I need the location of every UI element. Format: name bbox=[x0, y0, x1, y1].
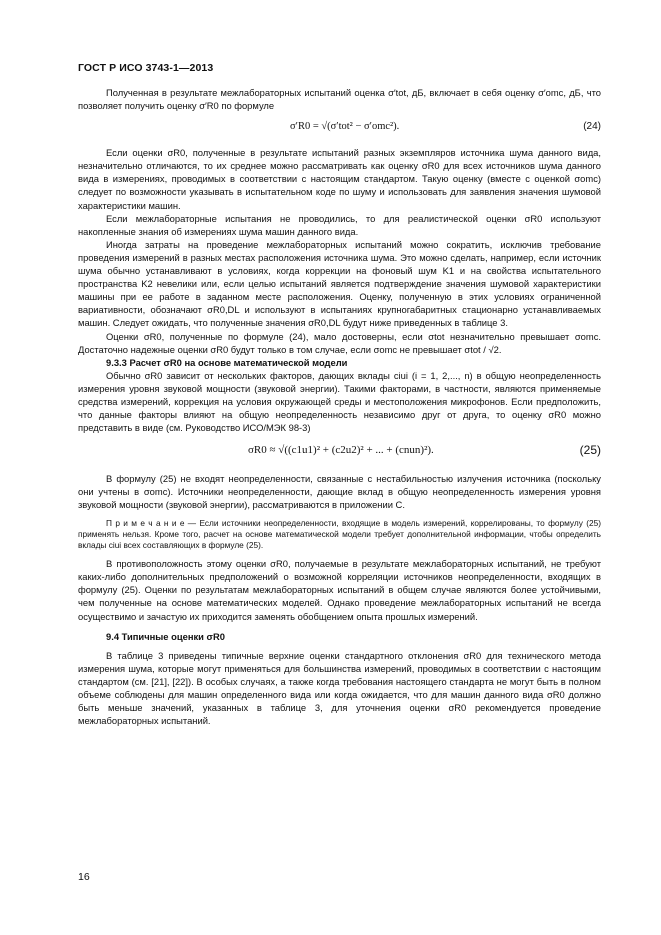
formula-24-expression: σ′R0 = √(σ′tot² − σ′omc²). bbox=[290, 121, 400, 133]
section-heading-9-4: 9.4 Типичные оценки σR0 bbox=[106, 630, 225, 642]
formula-24-number: (24) bbox=[583, 121, 601, 133]
paragraph: В формулу (25) не входят неопределенности, связанные с нестабильностью излучения источника (поскольку они учтены в σomc). Источники неопределенности, дающие вклад в общую неопределенность измерения уровня звуковой мощности (звуковой энергии), рассматриваются в приложении С. bbox=[78, 473, 601, 511]
paragraph: Если межлабораторные испытания не проводились, то для реалистической оценки σR0 используют накопленные знания об измерениях шума машин данного вида. bbox=[78, 212, 601, 237]
paragraph: В противоположность этому оценки σR0, получаемые в результате межлабораторных испытаний, не требуют каких-либо дополнительных предположений о возможной корреляции источников неопределенности, входящих в формулу (25). Оценки по результатам межлабораторных испытаний в общем случае являются более устойчивыми, чем полученные на основе математических моделей. Однако проведение межлабораторных испытаний не всегда осуществимо и зачастую их приходится заменять обобщением опыта прошлых измерений. bbox=[78, 558, 601, 622]
note bbox=[78, 518, 601, 552]
paragraph: Обычно σR0 зависит от нескольких факторов, дающих вклады ciui (i = 1, 2,..., n) в общую неопределенность измерения уровня звуковой мощности (звуковой энергии). Такими факторами, в частности, являются применяемые средства измерений, коррекция на условия окружающей среды и местоположения микрофонов. Если предположить, что данные факторы влияют на общую неопределенность независимо друг от друга, то оценку σR0 можно представить в виде (см. Руководство ИСО/МЭК 98-3) bbox=[78, 369, 601, 434]
formula-25-expression: σR0 ≈ √((c1u1)² + (c2u2)² + ... + (cnun)²). bbox=[248, 444, 434, 457]
note-text: — Если источники неопределенности, входящие в модель измерений, коррелированы, то формулу (25) применять нельзя. Кроме того, расчет на основе математической модели требует дополнительной информации, чтобы определить вклады ciui всех составляющих в формуле (25). bbox=[78, 517, 601, 550]
paragraph: Полученная в результате межлабораторных испытаний оценка σ′tot, дБ, включает в себя оценку σ′omc, дБ, что позволяет получить оценку σ′R0 по формуле bbox=[78, 87, 601, 112]
formula-25-number: (25) bbox=[579, 443, 601, 458]
note-label: П р и м е ч а н и е bbox=[106, 517, 185, 528]
paragraph: В таблице 3 приведены типичные верхние оценки стандартного отклонения σR0 для технического метода измерения шума, которые могут применяться для большинства измерений, проводимых в соответствии с настоящим стандартом (см. [21], [22]). В особых случаях, а также когда требования настоящего стандарта не могут быть в полном объеме соблюдены для машин определенного вида или когда ожидается, что для машин данного вида σR0 должно быть меньше значений, указанных в таблице 3, для уточнения оценки σR0 рекомендуется проведение межлабораторных испытаний. bbox=[78, 649, 601, 727]
paragraph: Если оценки σR0, полученные в результате испытаний разных экземпляров источника шума данного вида, незначительно отличаются, то их среднее можно рассматривать как оценку σR0 для всех источников шума данного вида в измерениях, проводимых в соответствии с настоящим стандартом. Такую оценку (вместе с оценкой σomc) следует по возможности указывать в испытательном коде по шуму и использовать для заявления значения шумовой характеристики машин. bbox=[78, 147, 601, 211]
page-number: 16 bbox=[78, 871, 90, 883]
paragraph: Иногда затраты на проведение межлабораторных испытаний можно сократить, исключив требование проведения измерений в разных местах расположения источника шума. Это можно сделать, например, если источник шума обычно устанавливают в условиях, когда коррекции на фоновый шум K1 и на свойства испытательного пространства K2 невелики или, если целью испытаний является подтверждение значения шумовой характеристики машины при ее работе в заданном месте расположения. Оценку, полученную в этих условиях ограниченной вариативности, обозначают σR0,DL и используют в испытаниях крупногабаритных стационарно устанавливаемых машин. Следует ожидать, что полученные значения σR0,DL будут ниже приведенных в таблице 3. bbox=[78, 238, 601, 329]
formula-25 bbox=[78, 440, 601, 466]
paragraph: Оценки σR0, полученные по формуле (24), мало достоверны, если σtot незначительно превышает σomc. Достаточно надежные оценки σR0 будут только в том случае, если σomc не превышает σtot / √2. bbox=[78, 330, 601, 355]
document-body bbox=[78, 86, 601, 727]
formula-24 bbox=[78, 118, 601, 138]
section-heading-9-3-3: 9.3.3 Расчет σR0 на основе математической модели bbox=[106, 356, 348, 368]
document-header: ГОСТ Р ИСО 3743-1—2013 bbox=[78, 62, 214, 74]
